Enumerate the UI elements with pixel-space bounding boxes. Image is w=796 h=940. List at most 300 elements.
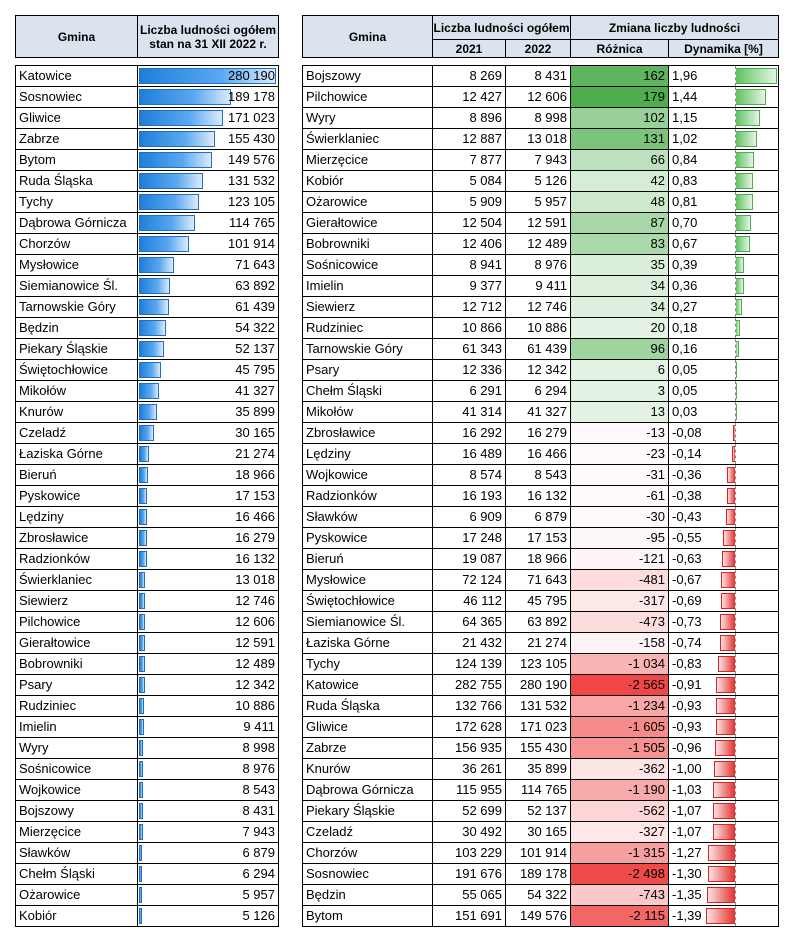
population-2022: 5 957: [506, 192, 571, 213]
dynamics-value: 0,36: [672, 278, 698, 293]
population-value: 63 892: [235, 278, 275, 293]
population-cell: [138, 507, 279, 528]
difference-cell: 3: [571, 381, 669, 402]
population-2021: 12 712: [433, 297, 506, 318]
population-value: 16 132: [235, 551, 275, 566]
table-row: [303, 444, 779, 465]
gmina-name: Będzin: [16, 318, 138, 339]
population-2021: 151 691: [433, 906, 506, 927]
gmina-name: Mikołów: [16, 381, 138, 402]
table-row: [303, 591, 779, 612]
dynamics-cell: [669, 528, 779, 549]
dynamics-cell: [669, 759, 779, 780]
population-cell: [138, 339, 279, 360]
population-value: 149 576: [228, 152, 275, 167]
table-row: [303, 633, 779, 654]
table-row: [303, 612, 779, 633]
table-row: [303, 570, 779, 591]
population-value: 6 879: [242, 845, 275, 860]
table-row: [16, 465, 279, 486]
gmina-name: Piekary Śląskie: [303, 801, 433, 822]
dynamics-cell: [669, 675, 779, 696]
table-row: [16, 150, 279, 171]
table-row: [303, 696, 779, 717]
dynamics-value: 0,81: [672, 194, 698, 209]
dynamics-cell: [669, 507, 779, 528]
gmina-name: Bytom: [16, 150, 138, 171]
population-2022: 6 294: [506, 381, 571, 402]
gmina-name: Bobrowniki: [16, 654, 138, 675]
population-cell: [138, 738, 279, 759]
difference-cell: 42: [571, 171, 669, 192]
difference-cell: -1 315: [571, 843, 669, 864]
dynamics-value: 0,67: [672, 236, 698, 251]
population-value: 13 018: [235, 572, 275, 587]
population-2021: 7 877: [433, 150, 506, 171]
difference-cell: 179: [571, 87, 669, 108]
table-row: [303, 423, 779, 444]
gmina-name: Sławków: [16, 843, 138, 864]
table-row: [303, 654, 779, 675]
gmina-name: Wojkowice: [303, 465, 433, 486]
population-cell: [138, 759, 279, 780]
dynamics-value: 0,05: [672, 383, 698, 398]
difference-cell: -743: [571, 885, 669, 906]
difference-cell: -30: [571, 507, 669, 528]
population-2022: 45 795: [506, 591, 571, 612]
population-header: [138, 16, 279, 58]
table-row: [16, 360, 279, 381]
gmina-name: Lędziny: [303, 444, 433, 465]
dynamics-cell: [669, 255, 779, 276]
table-row: [16, 171, 279, 192]
difference-cell: -362: [571, 759, 669, 780]
dynamics-value: 0,39: [672, 257, 698, 272]
table-row: [16, 486, 279, 507]
dynamics-value: -0,96: [672, 740, 702, 755]
gmina-name: Świerklaniec: [303, 129, 433, 150]
population-value: 114 765: [228, 215, 275, 230]
table-row: [16, 759, 279, 780]
dynamics-cell: [669, 444, 779, 465]
population-value: 16 279: [235, 530, 275, 545]
population-value: 61 439: [235, 299, 275, 314]
population-2021: 12 427: [433, 87, 506, 108]
dynamics-cell: [669, 381, 779, 402]
table-row: [16, 633, 279, 654]
dynamics-value: -0,38: [672, 488, 702, 503]
population-2022: 52 137: [506, 801, 571, 822]
gmina-name: Siewierz: [16, 591, 138, 612]
table-row: [303, 402, 779, 423]
dynamics-value: 1,02: [672, 131, 698, 146]
population-cell: [138, 444, 279, 465]
gmina-name: Katowice: [303, 675, 433, 696]
table-row: [303, 528, 779, 549]
gmina-name: Pilchowice: [16, 612, 138, 633]
population-2021: 16 193: [433, 486, 506, 507]
dynamics-cell: [669, 108, 779, 129]
population-value: 8 543: [242, 782, 275, 797]
gmina-name: Chorzów: [16, 234, 138, 255]
difference-cell: 96: [571, 339, 669, 360]
dynamics-cell: [669, 87, 779, 108]
population-cell: [138, 108, 279, 129]
table-row: [303, 108, 779, 129]
dynamics-cell: [669, 822, 779, 843]
dynamics-value: -0,73: [672, 614, 702, 629]
population-cell: [138, 465, 279, 486]
population-table: [15, 15, 279, 927]
population-cell: [138, 255, 279, 276]
table-row: [16, 549, 279, 570]
population-value: 280 190: [228, 68, 275, 83]
gmina-name: Tarnowskie Góry: [303, 339, 433, 360]
table-row: [303, 66, 779, 87]
population-2021: 61 343: [433, 339, 506, 360]
gmina-name: Bojszowy: [303, 66, 433, 87]
population-value: 131 532: [228, 173, 275, 188]
difference-cell: -95: [571, 528, 669, 549]
population-header-line2: stan na 31 XII 2022 r.: [149, 36, 267, 51]
gmina-name: Wyry: [303, 108, 433, 129]
difference-cell: -1 190: [571, 780, 669, 801]
population-2021: 282 755: [433, 675, 506, 696]
population-cell: [138, 276, 279, 297]
population-2022: 101 914: [506, 843, 571, 864]
population-header-line1: Liczba ludności ogółem: [139, 22, 276, 37]
gmina-name: Bobrowniki: [303, 234, 433, 255]
dynamics-cell: [669, 402, 779, 423]
difference-cell: 13: [571, 402, 669, 423]
population-change-table-body: [303, 66, 779, 927]
gmina-name: Chełm Śląski: [303, 381, 433, 402]
population-cell: [138, 780, 279, 801]
population-2022: 16 132: [506, 486, 571, 507]
population-value: 16 466: [235, 509, 275, 524]
difference-cell: 83: [571, 234, 669, 255]
table-row: [303, 675, 779, 696]
dynamics-cell: [669, 318, 779, 339]
gmina-name: Mikołów: [303, 402, 433, 423]
gmina-name: Zabrze: [16, 129, 138, 150]
gmina-name: Kobiór: [16, 906, 138, 927]
gmina-name: Pyskowice: [303, 528, 433, 549]
population-2022: 12 342: [506, 360, 571, 381]
dynamics-cell: [669, 486, 779, 507]
difference-cell: -158: [571, 633, 669, 654]
population-value: 8 998: [242, 740, 275, 755]
population-value: 5 126: [242, 908, 275, 923]
dynamics-value: -0,91: [672, 677, 702, 692]
dynamics-value: -1,35: [672, 887, 702, 902]
difference-cell: -2 115: [571, 906, 669, 927]
population-cell: [138, 234, 279, 255]
population-2022: 8 543: [506, 465, 571, 486]
dynamics-cell: [669, 339, 779, 360]
gmina-name: Świerklaniec: [16, 570, 138, 591]
dynamics-cell: [669, 843, 779, 864]
difference-cell: -2 498: [571, 864, 669, 885]
dynamics-cell: [669, 906, 779, 927]
population-value: 17 153: [235, 488, 275, 503]
table-row: [16, 675, 279, 696]
dynamics-cell: [669, 465, 779, 486]
gmina-name: Mysłowice: [16, 255, 138, 276]
table-row: [16, 87, 279, 108]
population-2022: 16 279: [506, 423, 571, 444]
gmina-name: Sośnicowice: [303, 255, 433, 276]
gmina-name: Imielin: [303, 276, 433, 297]
population-value: 52 137: [235, 341, 275, 356]
population-value: 12 606: [235, 614, 275, 629]
dynamics-value: 0,16: [672, 341, 698, 356]
gmina-name: Radzionków: [16, 549, 138, 570]
table-row: [16, 906, 279, 927]
dynamics-cell: [669, 633, 779, 654]
gmina-name: Sośnicowice: [16, 759, 138, 780]
population-cell: [138, 213, 279, 234]
gmina-name: Gierałtowice: [16, 633, 138, 654]
population-2021: 5 084: [433, 171, 506, 192]
table-row: [303, 549, 779, 570]
difference-cell: -562: [571, 801, 669, 822]
table-row: [16, 717, 279, 738]
table-row: [16, 885, 279, 906]
population-value: 45 795: [235, 362, 275, 377]
dynamics-value: -0,14: [672, 446, 702, 461]
population-value: 189 178: [228, 89, 275, 104]
table-row: [16, 864, 279, 885]
gmina-name: Sosnowiec: [303, 864, 433, 885]
dynamics-cell: [669, 276, 779, 297]
population-2021: 46 112: [433, 591, 506, 612]
population-2022: 17 153: [506, 528, 571, 549]
gmina-name: Dąbrowa Górnicza: [303, 780, 433, 801]
population-2021: 64 365: [433, 612, 506, 633]
dynamics-value: -0,36: [672, 467, 702, 482]
population-2021: 6 291: [433, 381, 506, 402]
difference-header: Różnica: [571, 40, 669, 58]
table-row: [303, 843, 779, 864]
dynamics-value: -0,67: [672, 572, 702, 587]
dynamics-cell: [669, 864, 779, 885]
population-cell: [138, 822, 279, 843]
population-2021: 10 866: [433, 318, 506, 339]
difference-cell: -473: [571, 612, 669, 633]
gmina-name: Łaziska Górne: [303, 633, 433, 654]
gmina-name: Zbrosławice: [303, 423, 433, 444]
difference-cell: -121: [571, 549, 669, 570]
table-row: [303, 486, 779, 507]
population-cell: [138, 549, 279, 570]
dynamics-value: 0,05: [672, 362, 698, 377]
population-2022: 13 018: [506, 129, 571, 150]
population-2021: 12 336: [433, 360, 506, 381]
table-row: [16, 780, 279, 801]
population-2022: 189 178: [506, 864, 571, 885]
population-2021: 156 935: [433, 738, 506, 759]
dynamics-value: -0,43: [672, 509, 702, 524]
table-row: [16, 213, 279, 234]
table-row: [303, 717, 779, 738]
gmina-name: Bojszowy: [16, 801, 138, 822]
population-2021: 9 377: [433, 276, 506, 297]
table-row: [16, 339, 279, 360]
table-row: [303, 150, 779, 171]
gmina-name: Wyry: [16, 738, 138, 759]
population-value: 123 105: [228, 194, 275, 209]
population-cell: [138, 591, 279, 612]
gmina-name: Sławków: [303, 507, 433, 528]
table-row: [16, 696, 279, 717]
population-cell: [138, 171, 279, 192]
table-row: [16, 591, 279, 612]
population-value: 35 899: [235, 404, 275, 419]
table-row: [303, 297, 779, 318]
population-2021: 8 941: [433, 255, 506, 276]
population-value: 171 023: [228, 110, 275, 125]
population-2022: 71 643: [506, 570, 571, 591]
population-2022: 149 576: [506, 906, 571, 927]
population-2021: 19 087: [433, 549, 506, 570]
dynamics-value: -1,03: [672, 782, 702, 797]
dynamics-cell: [669, 738, 779, 759]
gmina-name: Mierzęcice: [303, 150, 433, 171]
dynamics-value: 0,83: [672, 173, 698, 188]
dynamics-value: 0,03: [672, 404, 698, 419]
difference-cell: -317: [571, 591, 669, 612]
table-row: [16, 234, 279, 255]
population-table-body: [16, 66, 279, 927]
table-row: [16, 570, 279, 591]
population-2021: 17 248: [433, 528, 506, 549]
population-2021: 8 574: [433, 465, 506, 486]
gmina-name: Ożarowice: [303, 192, 433, 213]
population-cell: [138, 696, 279, 717]
gmina-name: Lędziny: [16, 507, 138, 528]
population-2021: 6 909: [433, 507, 506, 528]
table-row: [16, 129, 279, 150]
difference-cell: -1 605: [571, 717, 669, 738]
population-cell: [138, 885, 279, 906]
dynamics-cell: [669, 570, 779, 591]
table-row: [303, 759, 779, 780]
population-2022: 123 105: [506, 654, 571, 675]
population-2021: 172 628: [433, 717, 506, 738]
population-2021: 72 124: [433, 570, 506, 591]
table-row: [16, 507, 279, 528]
population-cell: [138, 297, 279, 318]
population-cell: [138, 87, 279, 108]
population-2022: 155 430: [506, 738, 571, 759]
population-2021: 5 909: [433, 192, 506, 213]
population-cell: [138, 318, 279, 339]
table-row: [16, 318, 279, 339]
population-2021: 16 489: [433, 444, 506, 465]
gmina-name: Dąbrowa Górnicza: [16, 213, 138, 234]
difference-cell: 162: [571, 66, 669, 87]
table-row: [16, 654, 279, 675]
table-row: [303, 381, 779, 402]
dynamics-header: Dynamika [%]: [669, 40, 779, 58]
difference-cell: 6: [571, 360, 669, 381]
population-2021: 30 492: [433, 822, 506, 843]
table-row: [303, 801, 779, 822]
population-cell: [138, 801, 279, 822]
table-row: [303, 255, 779, 276]
table-row: [16, 255, 279, 276]
difference-cell: 48: [571, 192, 669, 213]
population-2022: 8 431: [506, 66, 571, 87]
dynamics-cell: [669, 234, 779, 255]
gmina-name: Psary: [16, 675, 138, 696]
dynamics-cell: [669, 360, 779, 381]
population-2021: 55 065: [433, 885, 506, 906]
table-row: [16, 444, 279, 465]
dynamics-value: -0,08: [672, 425, 702, 440]
population-cell: [138, 360, 279, 381]
population-2022: 5 126: [506, 171, 571, 192]
population-value: 71 643: [235, 257, 275, 272]
difference-cell: 66: [571, 150, 669, 171]
dynamics-cell: [669, 780, 779, 801]
table-row: [16, 276, 279, 297]
dynamics-cell: [669, 549, 779, 570]
population-cell: [138, 864, 279, 885]
population-cell: [138, 66, 279, 87]
table-row: [303, 234, 779, 255]
year-2021-header: 2021: [433, 40, 506, 58]
gmina-name: Knurów: [16, 402, 138, 423]
gmina-name: Czeladź: [303, 822, 433, 843]
population-2021: 21 432: [433, 633, 506, 654]
table-row: [16, 822, 279, 843]
difference-cell: -13: [571, 423, 669, 444]
table-row: [303, 318, 779, 339]
gmina-name: Tarnowskie Góry: [16, 297, 138, 318]
difference-cell: -1 034: [571, 654, 669, 675]
gmina-name: Pyskowice: [16, 486, 138, 507]
gmina-name: Wojkowice: [16, 780, 138, 801]
population-value: 54 322: [235, 320, 275, 335]
population-cell: [138, 633, 279, 654]
gmina-name: Gliwice: [303, 717, 433, 738]
dynamics-value: -1,27: [672, 845, 702, 860]
population-value: 8 431: [242, 803, 275, 818]
gmina-name: Psary: [303, 360, 433, 381]
change-header: Zmiana liczby ludności: [571, 16, 779, 40]
table-row: [16, 801, 279, 822]
table-row: [16, 528, 279, 549]
population-cell: [138, 528, 279, 549]
gmina-name: Bieruń: [303, 549, 433, 570]
population-value: 41 327: [235, 383, 275, 398]
dynamics-cell: [669, 423, 779, 444]
table-row: [16, 66, 279, 87]
header-gap: [16, 58, 279, 66]
gmina-name: Gierałtowice: [303, 213, 433, 234]
population-2022: 8 976: [506, 255, 571, 276]
population-2022: 9 411: [506, 276, 571, 297]
gmina-name: Zbrosławice: [16, 528, 138, 549]
gmina-name: Siewierz: [303, 297, 433, 318]
dynamics-value: 1,44: [672, 89, 698, 104]
population-cell: [138, 486, 279, 507]
table-row: [16, 612, 279, 633]
table-row: [303, 465, 779, 486]
difference-cell: -1 505: [571, 738, 669, 759]
